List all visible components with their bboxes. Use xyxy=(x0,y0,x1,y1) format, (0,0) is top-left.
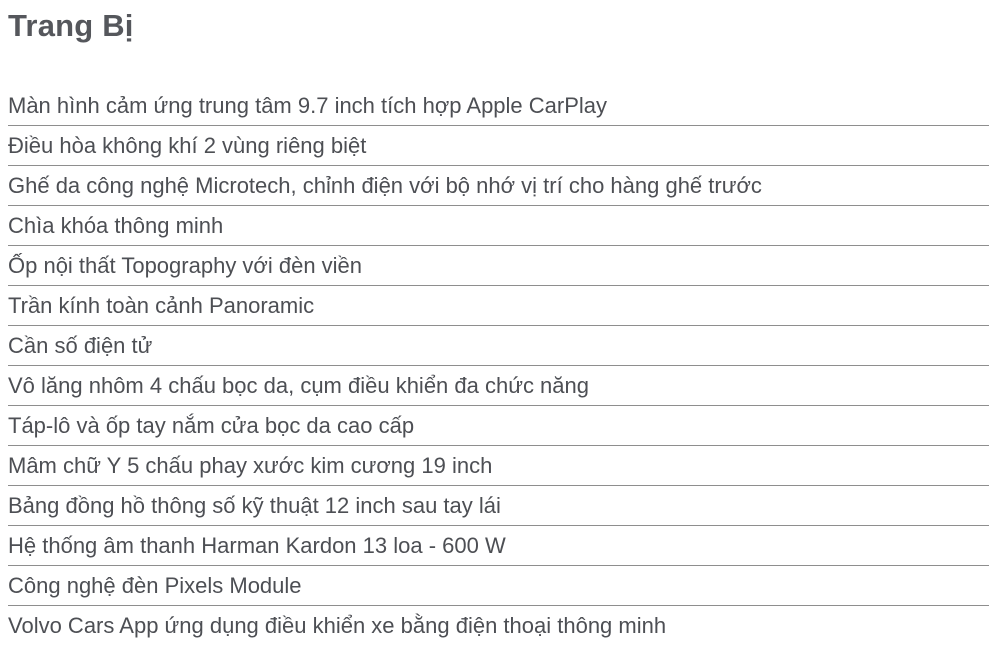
equipment-list-item: Hệ thống âm thanh Harman Kardon 13 loa - 600 W xyxy=(8,526,989,566)
equipment-list-item: Màn hình cảm ứng trung tâm 9.7 inch tích hợp Apple CarPlay xyxy=(8,86,989,126)
equipment-list-item: Công nghệ đèn Pixels Module xyxy=(8,566,989,606)
equipment-list-item: Bảng đồng hồ thông số kỹ thuật 12 inch sau tay lái xyxy=(8,486,989,526)
equipment-list-item: Điều hòa không khí 2 vùng riêng biệt xyxy=(8,126,989,166)
equipment-list-item: Volvo Cars App ứng dụng điều khiển xe bằng điện thoại thông minh xyxy=(8,613,667,638)
equipment-list-item: Trần kính toàn cảnh Panoramic xyxy=(8,286,989,326)
equipment-section xyxy=(8,0,989,657)
equipment-list-item: Chìa khóa thông minh xyxy=(8,206,989,246)
equipment-list-item: Táp-lô và ốp tay nắm cửa bọc da cao cấp xyxy=(8,406,989,446)
equipment-list-item: Ghế da công nghệ Microtech, chỉnh điện với bộ nhớ vị trí cho hàng ghế trước xyxy=(8,166,989,206)
equipment-list-item: Vô lăng nhôm 4 chấu bọc da, cụm điều khiển đa chức năng xyxy=(8,366,989,406)
section-title: Trang Bị xyxy=(8,8,134,43)
equipment-list-item: Cần số điện tử xyxy=(8,326,989,366)
equipment-list-item: Mâm chữ Y 5 chấu phay xước kim cương 19 inch xyxy=(8,446,989,486)
equipment-list xyxy=(8,86,989,646)
equipment-list-item: Ốp nội thất Topography với đèn viền xyxy=(8,246,989,286)
